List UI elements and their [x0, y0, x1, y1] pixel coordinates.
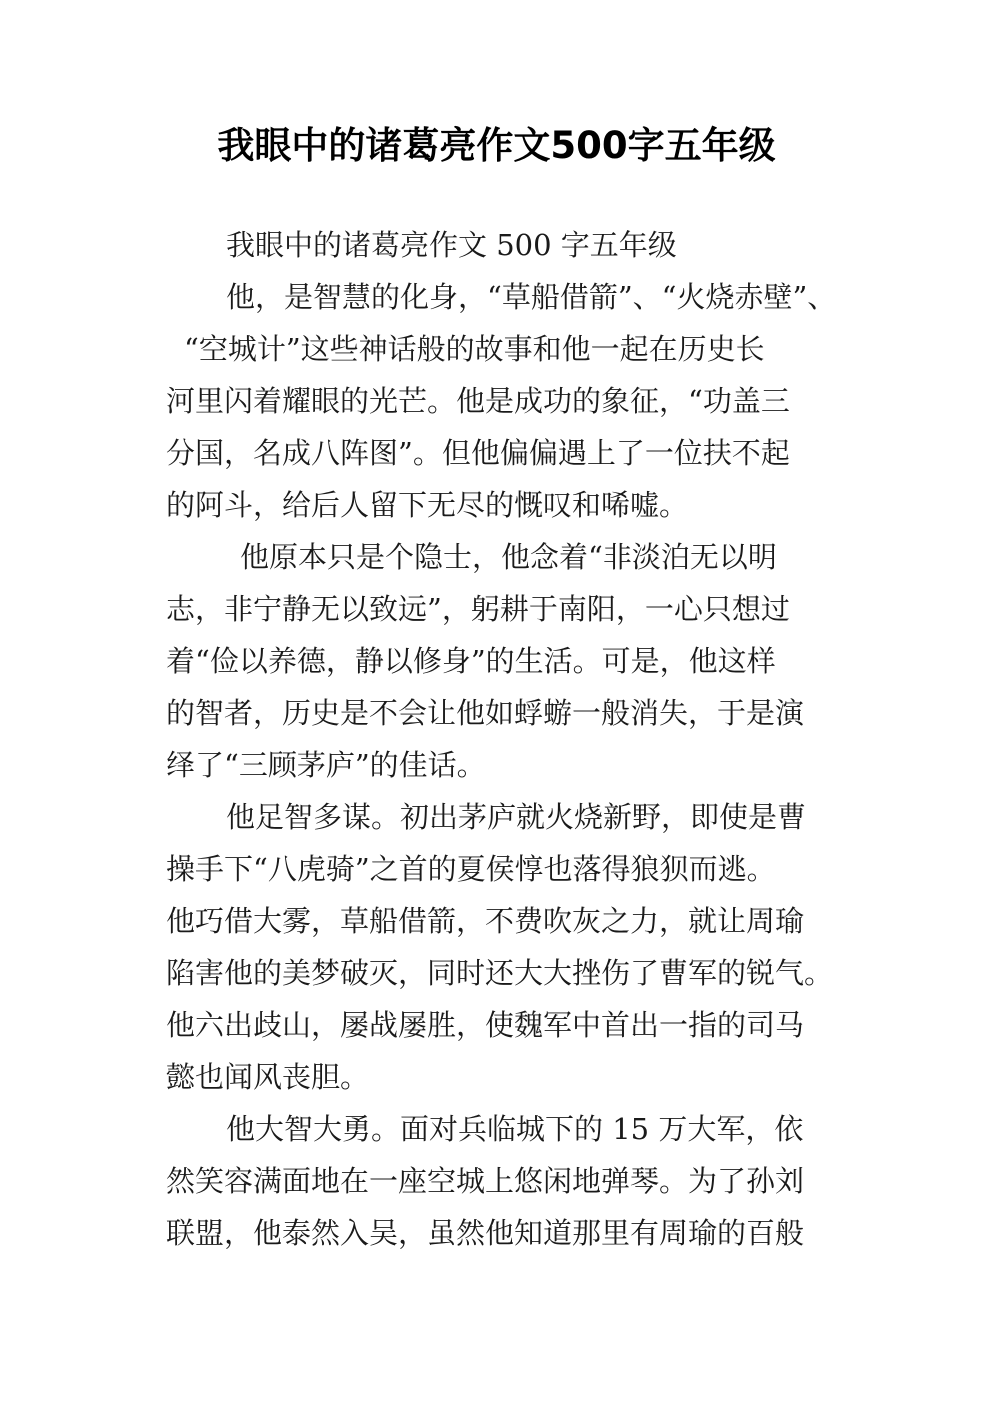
paragraph-line: 绎了“三顾茅庐”的佳话。 [166, 748, 486, 782]
paragraph-line: 志，非宁静无以致远”，躬耕于南阳，一心只想过 [166, 592, 790, 626]
paragraph-line: 他足智多谋。初出茅庐就火烧新野，即使是曹 [226, 800, 807, 834]
paragraph-line: 然笑容满面地在一座空城上悠闲地弹琴。为了孙刘 [166, 1164, 805, 1198]
paragraph-line: 他，是智慧的化身，“草船借箭”、“火烧赤壁”、 [226, 280, 837, 314]
paragraph-line: “空城计”这些神话般的故事和他一起在历史长 [184, 332, 765, 366]
paragraph-line: 陷害他的美梦破灭，同时还大大挫伤了曹军的锐气。 [166, 956, 834, 990]
paragraph-line: 他原本只是个隐士，他念着“非淡泊无以明 [240, 540, 777, 574]
document-title: 我眼中的诸葛亮作文500字五年级 [217, 124, 776, 167]
paragraph-line: 河里闪着耀眼的光芒。他是成功的象征，“功盖三 [166, 384, 790, 418]
paragraph-line: 懿也闻风丧胆。 [166, 1060, 370, 1094]
paragraph-line: 他大智大勇。面对兵临城下的 15 万大军，依 [226, 1112, 804, 1146]
paragraph-line: 分国，名成八阵图”。但他偏偏遇上了一位扶不起 [166, 436, 790, 470]
paragraph-line: 联盟，他泰然入吴，虽然他知道那里有周瑜的百般 [166, 1216, 805, 1250]
paragraph-line: 着“俭以养德，静以修身”的生活。可是，他这样 [166, 644, 776, 678]
paragraph-line: 他巧借大雾，草船借箭，不费吹灰之力，就让周瑜 [166, 904, 805, 938]
document-body [166, 219, 846, 1259]
paragraph-line: 他六出歧山，屡战屡胜，使魏军中首出一指的司马 [166, 1008, 805, 1042]
paragraph-line: 操手下“八虎骑”之首的夏侯惇也落得狼狈而逃。 [166, 852, 776, 886]
subtitle-line: 我眼中的诸葛亮作文 500 字五年级 [226, 228, 677, 262]
paragraph-line: 的阿斗，给后人留下无尽的慨叹和唏嘘。 [166, 488, 689, 522]
paragraph-line: 的智者，历史是不会让他如蜉蝣一般消失，于是演 [166, 696, 805, 730]
